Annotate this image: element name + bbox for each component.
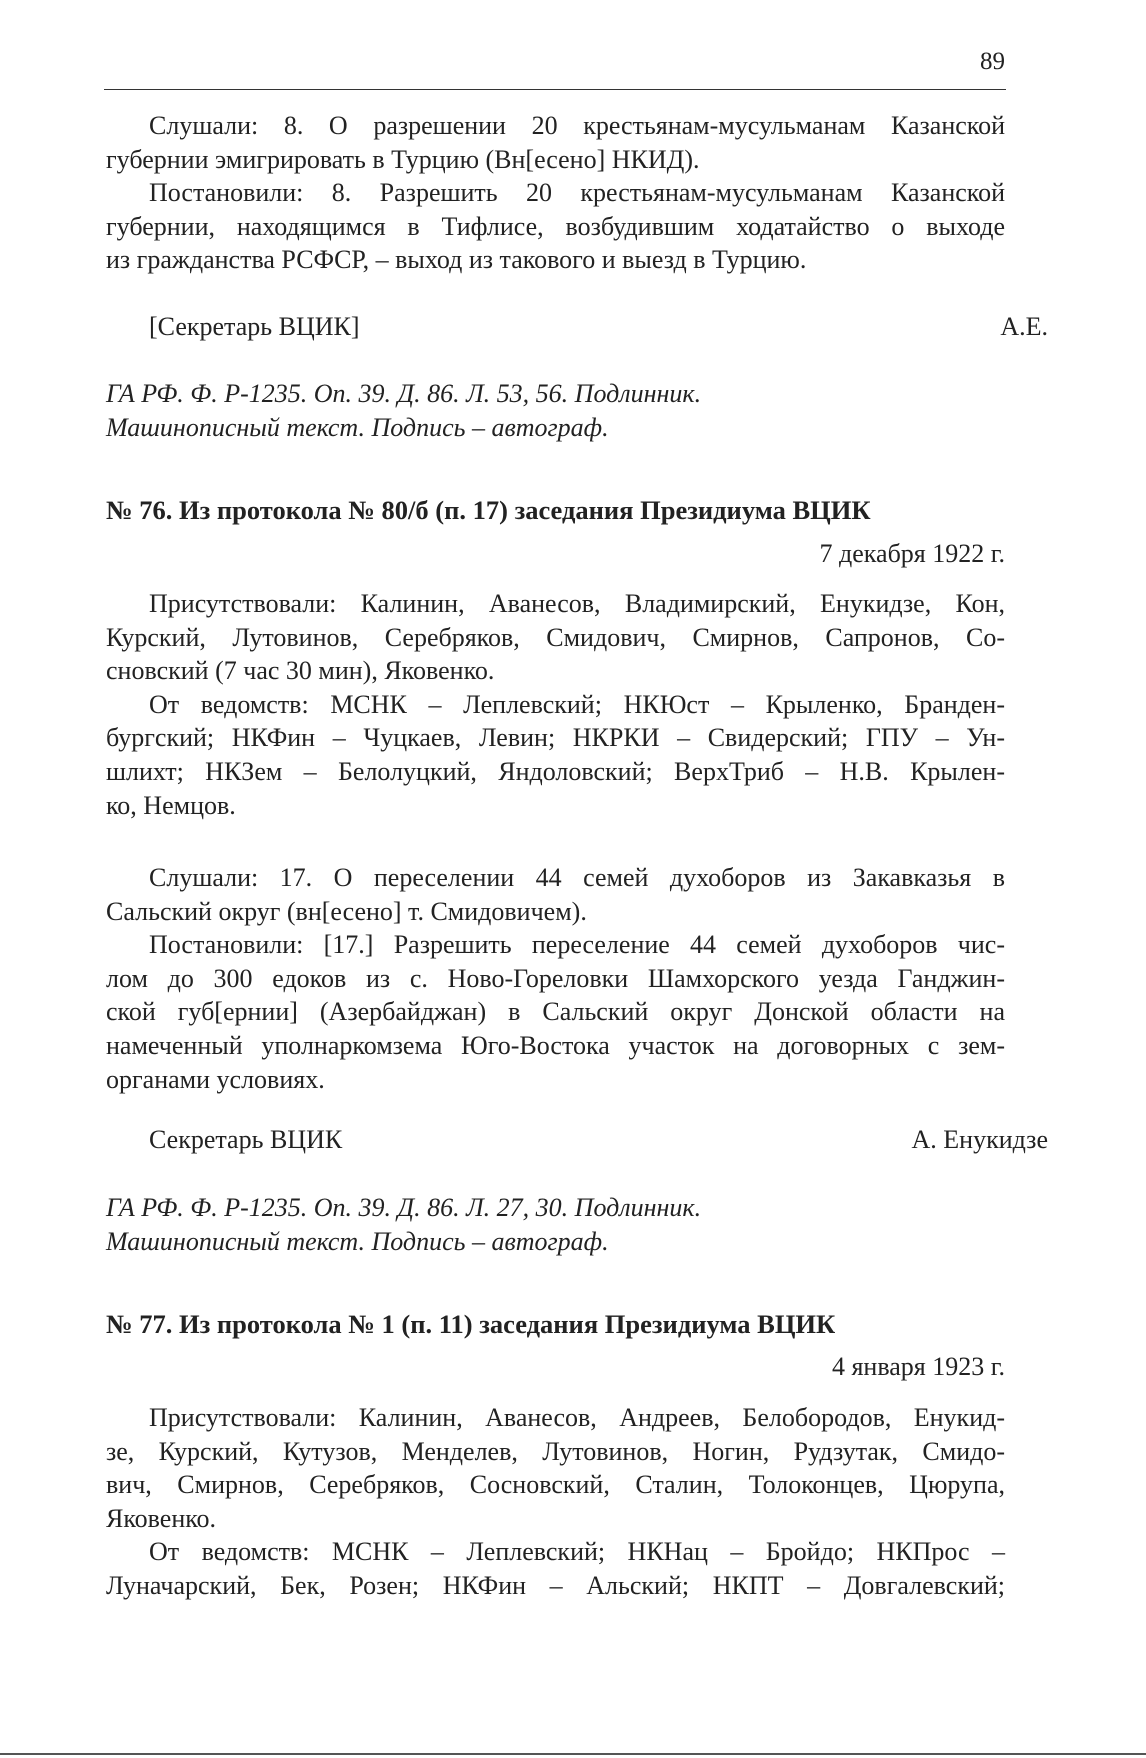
doc76-citation <box>106 1191 1005 1258</box>
paragraph-line: ской губ[ернии] (Азербайджан) в Сальский округ Донской области на <box>106 997 1005 1027</box>
signature-name: А. Енукидзе <box>911 1125 1048 1154</box>
doc77-heading: № 77. Из протокола № 1 (п. 11) заседания Президиума ВЦИК <box>106 1309 836 1339</box>
doc75-resolution <box>106 109 1005 277</box>
paragraph-line: губернии, находящимся в Тифлисе, возбудившим ходатайство о выходе <box>106 211 1005 241</box>
paragraph-line: От ведомств: МСНК – Леплевский; НКНац – Бройдо; НКПрос – <box>149 1537 1005 1567</box>
paragraph-line: бургский; НКФин – Чуцкаев, Левин; НКРКИ – Свидерский; ГПУ – Ун- <box>106 723 1005 753</box>
paragraph-line: Луначарский, Бек, Розен; НКФин – Альский; НКПТ – Довгалевский; <box>106 1570 1005 1600</box>
doc76-date: 7 декабря 1922 г. <box>819 539 1005 568</box>
doc75-signature <box>106 310 1048 344</box>
paragraph-line: От ведомств: МСНК – Леплевский; НКЮст – Крыленко, Бранден- <box>149 689 1005 719</box>
paragraph-line: сновский (7 час 30 мин), Яковенко. <box>106 656 495 686</box>
signature-role: Секретарь ВЦИК <box>149 1125 343 1154</box>
paragraph-line: губернии эмигрировать в Турцию (Вн[есено] НКИД). <box>106 144 700 174</box>
paragraph-line: Сальский округ (вн[есено] т. Смидовичем). <box>106 896 587 926</box>
signature-name: А.Е. <box>1000 312 1048 341</box>
paragraph-line: Присутствовали: Калинин, Аванесов, Владимирский, Енукидзе, Кон, <box>149 589 1005 618</box>
doc76-heading: № 76. Из протокола № 80/б (п. 17) заседания Президиума ВЦИК <box>106 495 871 525</box>
paragraph-line: Яковенко. <box>106 1503 217 1533</box>
page-bottom-edge <box>0 1753 1146 1755</box>
paragraph-line: из гражданства РСФСР, – выход из такового и выезд в Турцию. <box>106 245 807 275</box>
paragraph-line: органами условиях. <box>106 1064 325 1094</box>
doc77-attendance <box>106 1401 1005 1603</box>
citation-line: ГА РФ. Ф. Р-1235. Оп. 39. Д. 86. Л. 53, 56. Подлинник. <box>106 379 702 408</box>
paragraph-line: зе, Курский, Кутузов, Менделев, Лутовинов, Ногин, Рудзутак, Смидо- <box>106 1436 1005 1466</box>
paragraph-line: Слушали: 8. О разрешении 20 крестьянам-мусульманам Казанской <box>149 111 1005 140</box>
doc76-resolution <box>106 861 1005 1096</box>
citation-line: Машинописный текст. Подпись – автограф. <box>106 1226 609 1256</box>
signature-role: [Секретарь ВЦИК] <box>149 312 360 341</box>
paragraph-line: лом до 300 едоков из с. Ново-Гореловки Шамхорского уезда Ганджин- <box>106 963 1005 993</box>
paragraph-line: Постановили: [17.] Разрешить переселение 44 семей духоборов чис- <box>149 930 1005 960</box>
doc76-attendance <box>106 587 1005 822</box>
paragraph-line: ко, Немцов. <box>106 790 236 820</box>
paragraph-line: Постановили: 8. Разрешить 20 крестьянам-мусульманам Казанской <box>149 178 1005 208</box>
paragraph-line: Слушали: 17. О переселении 44 семей духоборов из Закавказья в <box>149 863 1005 892</box>
citation-line: ГА РФ. Ф. Р-1235. Оп. 39. Д. 86. Л. 27, 30. Подлинник. <box>106 1193 702 1222</box>
citation-line: Машинописный текст. Подпись – автограф. <box>106 412 609 442</box>
doc75-citation <box>106 377 1005 444</box>
paragraph-line: Курский, Лутовинов, Серебряков, Смидович, Смирнов, Сапронов, Со- <box>106 622 1005 652</box>
paragraph-line: Присутствовали: Калинин, Аванесов, Андреев, Белобородов, Енукид- <box>149 1403 1005 1432</box>
paragraph-line: шлихт; НКЗем – Белолуцкий, Яндоловский; ВерхТриб – Н.В. Крылен- <box>106 756 1005 786</box>
paragraph-line: намеченный уполнаркомзема Юго-Востока участок на договорных с зем- <box>106 1030 1005 1060</box>
paragraph-line: вич, Смирнов, Серебряков, Сосновский, Сталин, Толоконцев, Цюрупа, <box>106 1470 1005 1500</box>
doc76-signature <box>106 1123 1048 1157</box>
doc77-date: 4 января 1923 г. <box>831 1352 1005 1381</box>
page-number: 89 <box>980 48 1005 75</box>
header-rule <box>104 89 1006 90</box>
